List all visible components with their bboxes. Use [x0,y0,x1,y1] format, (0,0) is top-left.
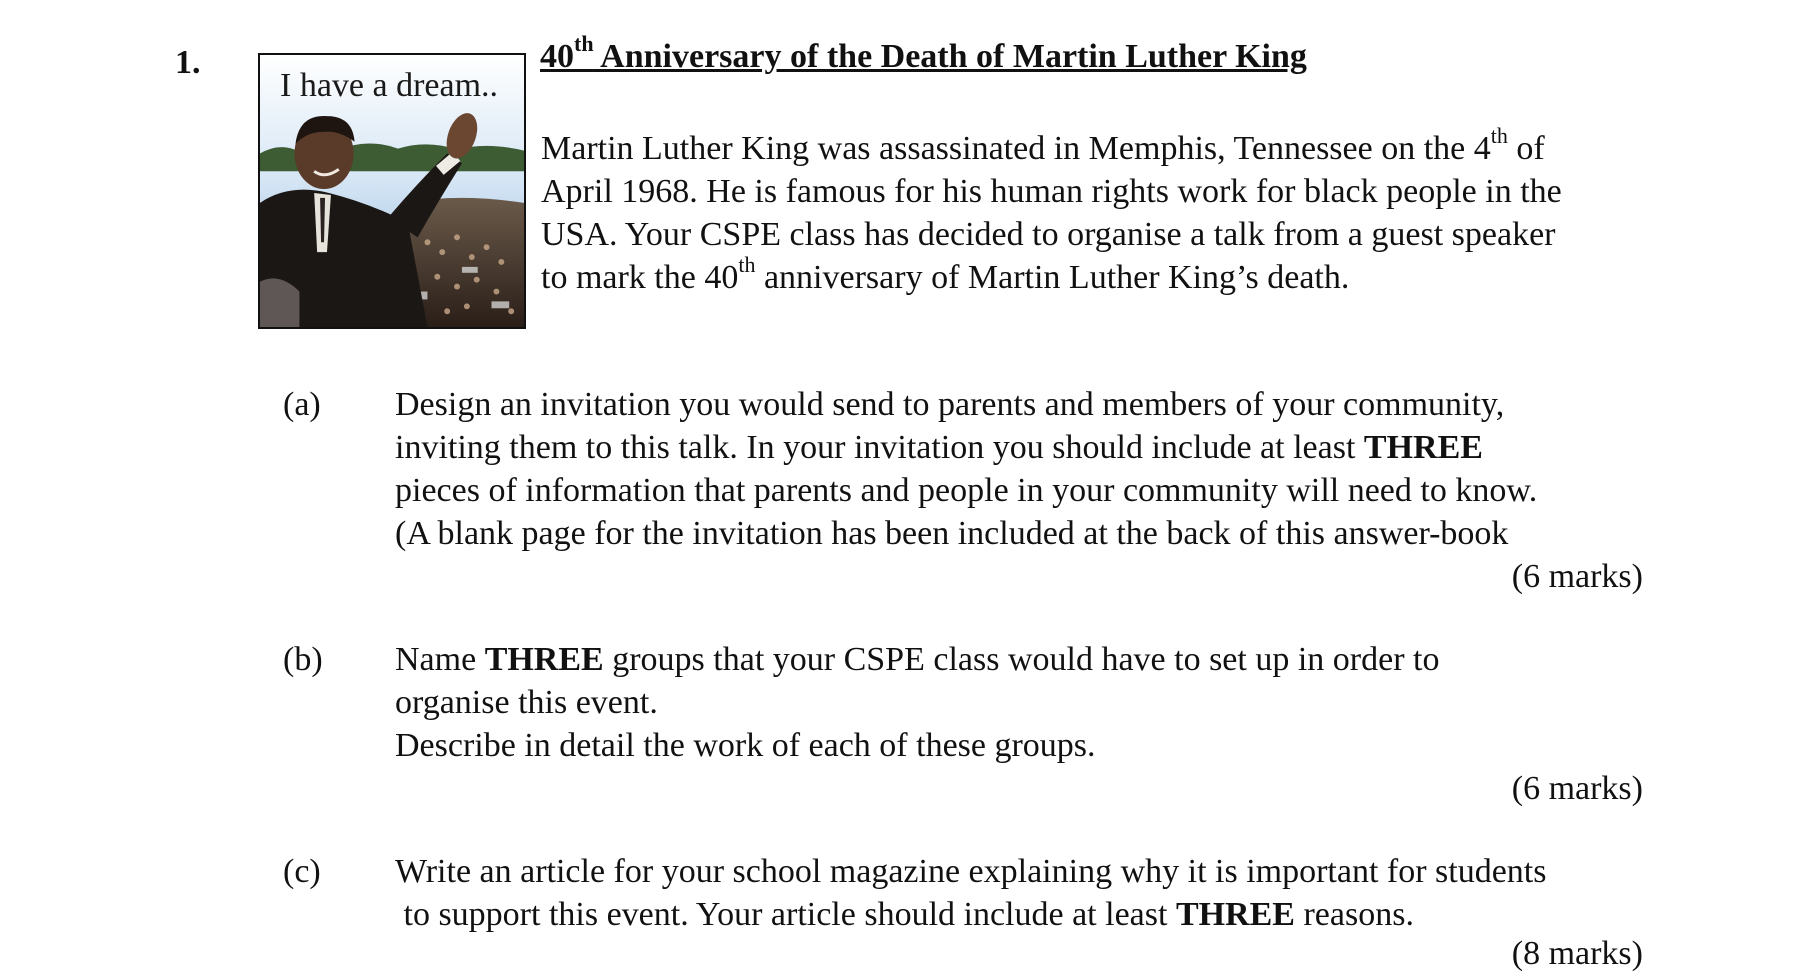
title-text: Anniversary of the Death of Martin Luther King [593,38,1307,75]
intro-line: USA. Your CSPE class has decided to organise a talk from a guest speaker [541,216,1556,253]
part-a-text-run: inviting them to this talk. In your invitation you should include at least [395,429,1364,466]
part-a-line: pieces of information that parents and people in your community will need to know. [395,472,1538,509]
part-a-line [395,426,1640,469]
part-a-emphasis: THREE [1363,429,1483,466]
part-a-text [395,383,1640,555]
part-c-emphasis: THREE [1175,896,1295,933]
part-b-emphasis: THREE [484,641,604,678]
intro-line [541,251,1671,299]
intro-line: April 1968. He is famous for his human rights work for black people in the [541,173,1562,210]
part-c-label: (c) [283,853,321,890]
part-b-label: (b) [283,641,323,678]
intro-paragraph [541,122,1671,299]
question-title [540,30,1307,76]
intro-text: to mark the 40 [541,259,739,296]
intro-text: of [1507,130,1545,167]
intro-text: anniversary of Martin Luther King’s death. [755,259,1350,296]
intro-ordinal: th [738,251,756,277]
mlk-photo [258,53,526,329]
part-a-marks: (6 marks) [1511,558,1643,595]
part-b-text [395,638,1640,767]
title-ordinal: th [574,30,594,56]
intro-text: Martin Luther King was assassinated in Memphis, Tennessee on the 4 [541,130,1491,167]
part-c-marks: (8 marks) [1511,935,1643,972]
part-b-text-run: groups that your CSPE class would have to set up in order to [603,641,1440,678]
part-b-text-run: Name [395,641,485,678]
intro-ordinal: th [1490,122,1508,148]
part-c-text [395,850,1640,936]
part-a-line: Design an invitation you would send to parents and members of your community, [395,386,1505,423]
part-b-line [395,638,1640,681]
part-c-text-run: to support this event. Your article should include at least [395,896,1176,933]
part-c-line: Write an article for your school magazine explaining why it is important for students [395,853,1547,890]
question-number: 1. [175,44,201,81]
part-c-line [395,893,1640,936]
photo-caption: I have a dream.. [280,67,499,104]
part-b-line: Describe in detail the work of each of these groups. [395,727,1096,764]
title-number: 40 [540,38,574,75]
part-b-marks: (6 marks) [1511,770,1643,807]
part-a-line: (A blank page for the invitation has been included at the back of this answer-book [395,515,1509,552]
part-a-label: (a) [283,386,321,423]
part-c-text-run: reasons. [1294,896,1414,933]
part-b-line: organise this event. [395,684,658,721]
intro-line [541,122,1671,170]
